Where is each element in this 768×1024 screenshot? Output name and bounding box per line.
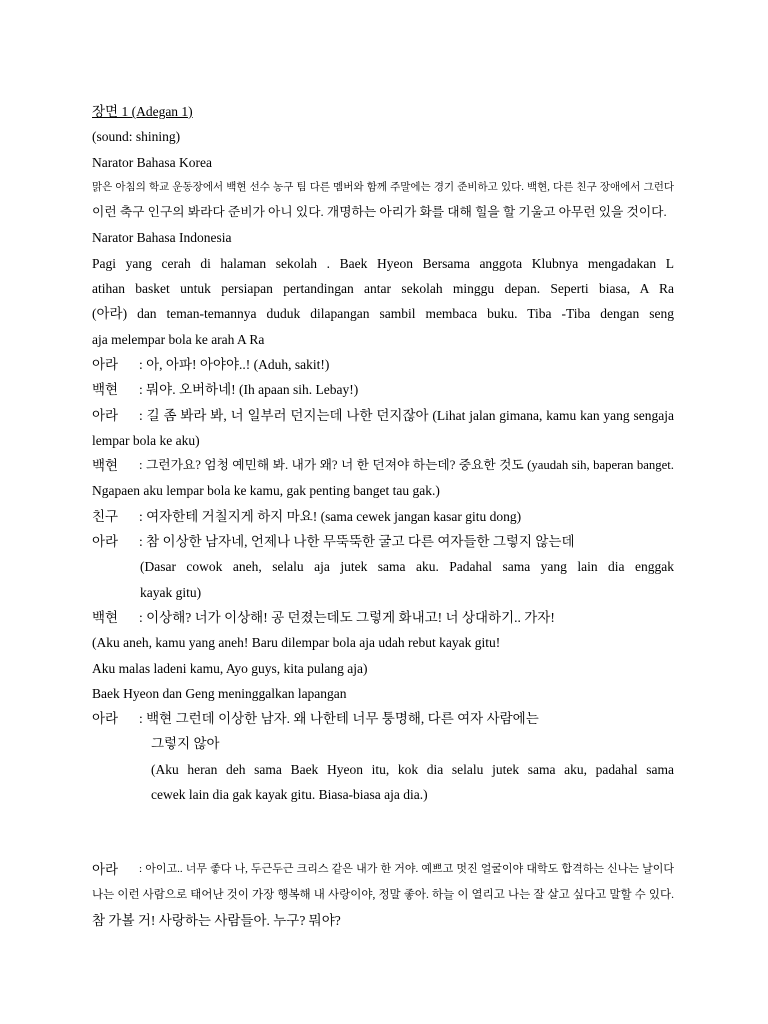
dialogue-text: : 아, 아파! 아야야..! (Aduh, sakit!) [139, 356, 330, 372]
narrator-indonesia-line: atihan basket untuk persiapan pertandingan antar sekolah minggu depan. Seperti biasa, A Ra [92, 281, 674, 297]
dialogue-text: : 백현 그런데 이상한 남자. 왜 나한테 너무 퉁명해, 다른 여자 사람에는 [139, 711, 539, 727]
dialogue-continuation: lempar bola ke aku) [92, 432, 200, 448]
dialogue-text: : 여자한테 거칠지게 하지 마요! (sama cewek jangan kasar gitu dong) [139, 508, 522, 524]
paragraph-gap [92, 807, 674, 857]
narrator-korean-line: 맑은 아침의 학교 운동장에서 백현 선수 농구 팀 다른 멤버와 함께 주말에는 경기 준비하고 있다. 백현, 다른 친구 장애에서 그런다 [92, 181, 674, 193]
dialogue-translation: cewek lain dia gak kayak gitu. Biasa-biasa aja dia.) [151, 787, 428, 803]
dialogue-line [92, 706, 674, 731]
stage-direction: Baek Hyeon dan Geng meninggalkan lapangan [92, 685, 347, 701]
dialogue-line [92, 857, 674, 882]
dialogue-line [92, 352, 674, 377]
narrator-indonesia-label: Narator Bahasa Indonesia [92, 230, 232, 246]
narrator-indonesia-line: Pagi yang cerah di halaman sekolah . Baek Hyeon Bersama anggota Klubnya mengadakan L [92, 255, 674, 271]
dialogue-line [92, 605, 674, 630]
dialogue-text: : 길 좀 봐라 봐, 너 일부러 던지는데 나한 던지잖아 (Lihat jalan gimana, kamu kan yang sengaja [139, 407, 674, 423]
translation-line: (Aku aneh, kamu yang aneh! Baru dilempar bola aja udah rebut kayak gitu! [92, 635, 501, 651]
dialogue-text: : 이상해? 너가 이상해! 공 던졌는데도 그렇게 화내고! 너 상대하기.. 가자! [139, 609, 555, 625]
speaker-name: 아라 [92, 534, 119, 550]
dialogue-line [92, 453, 674, 478]
scene-title: 장면 1 (Adegan 1) [92, 104, 193, 119]
dialogue-text: : 뭐야. 오버하네! (Ih apaan sih. Lebay!) [139, 382, 359, 398]
narrator-indonesia-line: (아라) dan teman-temannya duduk dilapangan sambil membaca buku. Tiba -Tiba dengan seng [92, 306, 674, 322]
document-page [92, 99, 674, 933]
narrator-korean-label: Narator Bahasa Korea [92, 154, 212, 170]
dialogue-line [92, 529, 674, 554]
dialogue-translation: (Aku heran deh sama Baek Hyeon itu, kok dia selalu jutek sama aku, padahal sama [151, 761, 674, 777]
dialogue-continuation: Ngapaen aku lempar bola ke kamu, gak penting banget tau gak.) [92, 483, 440, 499]
narrator-korean-line: 이런 축구 인구의 봐라다 준비가 아니 있다. 개명하는 아리가 화를 대해 힐을 할 기울고 아무런 있을 것이다. [92, 205, 667, 220]
speaker-name: 아라 [92, 862, 119, 878]
dialogue-continuation: 그렇지 않아 [151, 736, 220, 752]
speaker-name: 아라 [92, 407, 119, 423]
translation-line: Aku malas ladeni kamu, Ayo guys, kita pulang aja) [92, 660, 368, 676]
speaker-name: 백현 [92, 458, 119, 474]
dialogue-translation: (Dasar cowok aneh, selalu aja jutek sama aku. Padahal sama yang lain dia enggak [140, 559, 674, 575]
dialogue-text: : 그런가요? 엄청 예민해 봐. 내가 왜? 너 한 던져야 하는데? 중요한 것도 (yaudah sih, baperan banget. [139, 458, 674, 473]
dialogue-continuation: 참 가볼 거! 사랑하는 사람들아. 누구? 뭐야? [92, 912, 341, 928]
narrator-indonesia-line: aja melempar bola ke arah A Ra [92, 331, 265, 347]
speaker-name: 아라 [92, 711, 119, 727]
dialogue-line [92, 403, 674, 428]
speaker-name: 백현 [92, 609, 119, 625]
dialogue-line [92, 377, 674, 402]
sound-cue: (sound: shining) [92, 129, 181, 145]
dialogue-continuation: 나는 이런 사람으로 태어난 것이 가장 행복해 내 사랑이야, 정말 좋아. 하늘 이 열리고 나는 잘 살고 싶다고 말할 수 있다. [92, 888, 674, 901]
speaker-name: 백현 [92, 382, 119, 398]
dialogue-text: : 아이고.. 너무 좋다 나, 두근두근 크리스 같은 내가 한 거야. 예쁘고 멋진 얼굴이야 대학도 합격하는 신나는 날이다 [139, 863, 674, 876]
speaker-name: 친구 [92, 508, 119, 524]
dialogue-text: : 참 이상한 남자네, 언제나 나한 무뚝뚝한 굴고 다른 여자들한 그렇지 않는데 [139, 534, 575, 550]
dialogue-line [92, 504, 674, 529]
speaker-name: 아라 [92, 356, 119, 372]
dialogue-translation: kayak gitu) [140, 584, 202, 600]
